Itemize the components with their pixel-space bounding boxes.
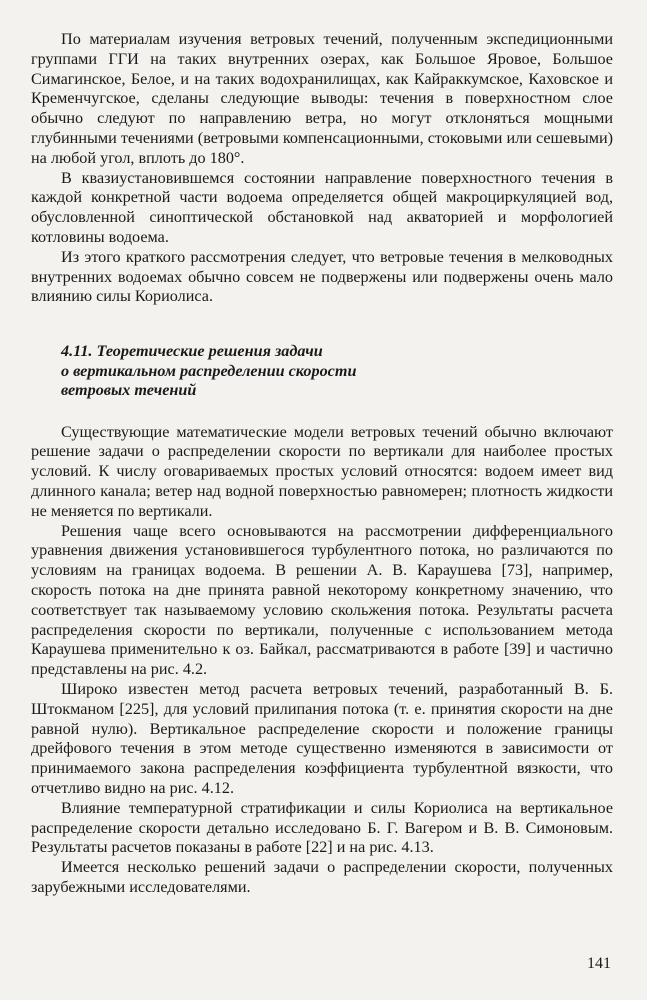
paragraph-shtokman-method: Широко известен метод расчета ветровых течений, разработанный В. Б. Штокманом [225], для условий прилипания потока (т. е. принятия скорости на дне равной нулю). Вертикальное распределение скорости и положение границы дрейфового течения в этом методе существенно изменяются в зависимости от принимаемого закона распределения коэффициента турбулентной вязкости, что отчетливо видно на рис. 4.12. (31, 680, 613, 797)
paragraph-quasi-steady-state: В квазиустановившемся состоянии направление поверхностного течения в каждой конкретной части водоема определяется общей макроциркуляцией вод, обусловленной синоптической обстановкой над акваторией и морфологией котловины водоема. (31, 168, 613, 246)
paragraph-karaushev-method: Решения чаще всего основываются на рассмотрении дифференциального уравнения движения установившегося турбулентного потока, но различаются по условиям на границах водоема. В решении А. В. Караушева [73], например, скорость потока на дне принята равной некоторому конкретному значению, что соответствует так называемому условию скольжения потока. Результаты расчета распределения скорости по вертикали, полученные с использованием метода Караушева применительно к оз. Байкал, рассматриваются в работе [39] и частично представлены на рис. 4.2. (31, 521, 613, 679)
section-heading-line-1: 4.11. Теоретические решения задачи (61, 342, 323, 361)
paragraph-math-models: Существующие математические модели ветровых течений обычно включают решение задачи о распределении скорости по вертикали для наиболее простых условий. К числу оговариваемых простых условий относятся: водоем имеет вид длинного канала; ветер над водной поверхностью равномерен; плотность жидкости не меняется по вертикали. (31, 422, 613, 520)
page-number: 141 (587, 955, 611, 972)
paragraph-coriolis-conclusion: Из этого краткого рассмотрения следует, что ветровые течения в мелководных внутренних водоемах обычно совсем не подвержены или подвержены очень мало влиянию силы Кориолиса. (31, 247, 613, 306)
paragraph-foreign-solutions: Имеется несколько решений задачи о распределении скорости, полученных зарубежными исследователями. (31, 858, 613, 896)
section-heading-line-2: о вертикальном распределении скорости (61, 361, 357, 380)
section-heading-line-3: ветровых течений (61, 381, 197, 400)
paragraph-stratification: Влияние температурной стратификации и силы Кориолиса на вертикальное распределение скорости детально исследовано Б. Г. Вагером и В. В. Симоновым. Результаты расчетов показаны в работе [22] и на рис. 4.13. (31, 798, 613, 857)
section-heading (31, 342, 613, 401)
paragraph-intro-findings: По материалам изучения ветровых течений, полученным экспедиционными группами ГГИ на таких внутренних озерах, как Большое Яровое, Большое Симагинское, Белое, и на таких водохранилищах, как Кайраккумское, Каховское и Кременчугское, сделаны следующие выводы: течения в поверхностном слое обычно следуют по направлению ветра, но могут отклоняться мощными глубинными течениями (ветровыми компенсационными, стоковыми или сешевыми) на любой угол, вплоть до 180°. (31, 30, 613, 167)
